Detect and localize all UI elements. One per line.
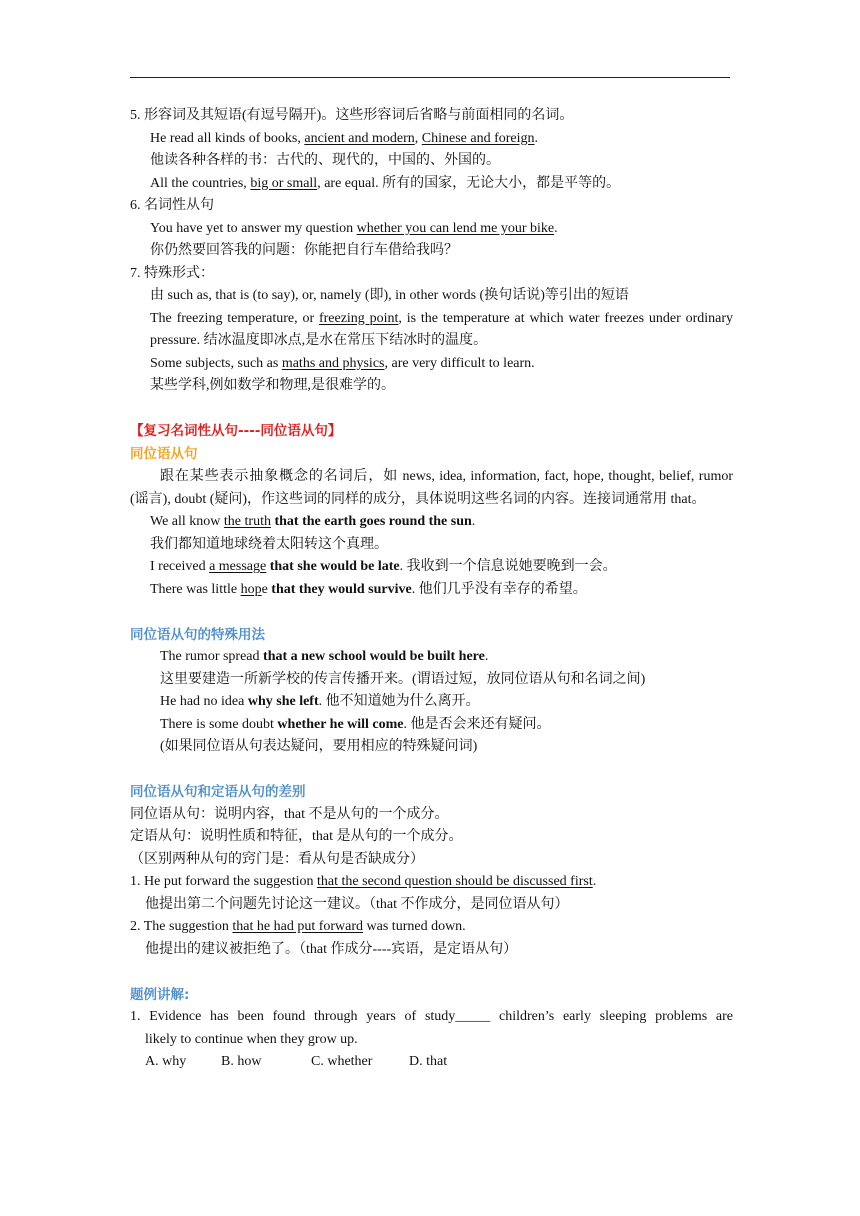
review-subtitle [130, 443, 733, 467]
diff-example-1-translation: 他提出第二个问题先讨论这一建议。（that 不作成分，是同位语从句） [145, 896, 569, 912]
underlined-text: Chinese and foreign [421, 130, 535, 146]
s7-example-1 [130, 308, 733, 353]
text: The freezing temperature, or [150, 310, 319, 326]
underlined-text: maths and physics [281, 355, 385, 371]
review-example-1 [130, 511, 733, 534]
bold-text: why she left [247, 694, 319, 709]
text: . 他是否会来还有疑问。 [403, 716, 551, 732]
spacer [130, 601, 733, 624]
text: , [414, 130, 422, 146]
diff-line-1: 同位语从句：说明内容，that 不是从句的一个成分。 [130, 806, 449, 822]
s7-example-2 [130, 353, 733, 376]
text: He had no idea [160, 694, 248, 709]
bold-text: whether he will come [277, 716, 404, 732]
bold-text: that a new school would be built here [263, 649, 485, 664]
bold-text: that the earth goes round the sun [274, 514, 472, 529]
text: was turned down. [363, 919, 466, 934]
text: I received [150, 559, 210, 574]
special-line-2: 这里要建造一所新学校的传言传播开来。(谓语过短，放同位语从句和名词之间) [160, 671, 646, 687]
question-1-options [130, 1051, 733, 1074]
option-c: C. whether [311, 1054, 373, 1069]
special-line-3 [130, 691, 733, 714]
text: 2. The suggestion [130, 919, 233, 934]
text: e [261, 581, 272, 597]
document-body [130, 105, 733, 1074]
review-example-1-translation: 我们都知道地球绕着太阳转这个真理。 [150, 536, 388, 552]
s6-heading: 6. 名词性从句 [130, 198, 214, 213]
option-b: B. how [221, 1054, 262, 1069]
text: 1. He put forward the suggestion [130, 874, 318, 889]
text: . 我收到一个信息说她要晚到一会。 [399, 559, 617, 574]
diff-title: 同位语从句和定语从句的差别 [130, 784, 306, 800]
text: You have yet to answer my question [150, 220, 357, 236]
text: . 他们几乎没有幸存的希望。 [411, 581, 587, 597]
review-example-2 [130, 556, 733, 579]
text: , are equal. 所有的国家，无论大小，都是平等的。 [317, 175, 621, 191]
examples-title: 题例讲解: [130, 986, 190, 1003]
s5-heading: 5. 形容词及其短语(有逗号隔开)。这些形容词后省略与前面相同的名词。 [130, 108, 574, 123]
text: . [554, 220, 558, 236]
text: We all know [150, 514, 224, 529]
underlined-text: the truth [223, 514, 271, 529]
special-line-4 [130, 714, 733, 737]
s6-example-translation: 你仍然要回答我的问题：你能把自行车借给我吗？ [150, 243, 458, 258]
text: There is some doubt [160, 716, 278, 732]
text: , are very difficult to learn. [384, 355, 535, 371]
spacer [130, 398, 733, 421]
diff-line-2: 定语从句：说明性质和特征，that 是从句的一个成分。 [130, 829, 463, 844]
option-a: A. why [145, 1054, 187, 1069]
review-title: 【复习名词性从句----同位语从句】 [130, 423, 342, 439]
text: All the countries, [150, 175, 251, 191]
spacer [130, 759, 733, 782]
review-paragraph: 跟在某些表示抽象概念的名词后，如 news, idea, information, fact, hope, thought, belief, rumor (谣言), doubt (疑问)，作这些词的同样的成分，具体说明这些名词的内容。连接词通常用 that。 [130, 469, 733, 507]
bold-text: that they would survive [271, 581, 412, 597]
underlined-text: that he had put forward [232, 919, 364, 934]
bold-text: that she would be late [269, 559, 400, 574]
underlined-text: big or small [250, 175, 318, 191]
underlined-text: whether you can lend me your bike [356, 220, 555, 236]
s7-heading: 7. 特殊形式： [130, 265, 214, 281]
special-line-1 [130, 646, 733, 669]
text: The rumor spread [160, 649, 264, 664]
text: . [484, 649, 489, 664]
text: There was little [150, 581, 241, 597]
s5-example-1-translation: 他读各种各样的书：古代的、现代的，中国的、外国的。 [150, 153, 500, 168]
question-1-line-2: likely to continue when they grow up. [145, 1031, 358, 1047]
header-rule [130, 77, 730, 78]
special-title: 同位语从句的特殊用法 [130, 626, 265, 643]
underlined-text: that the second question should be discussed first [317, 874, 593, 889]
subtitle-text: 同位语从句 [130, 445, 198, 462]
underlined-text: freezing point [318, 310, 399, 326]
underlined-text: ancient and modern [304, 130, 415, 146]
text: . [471, 514, 476, 529]
s7-intro: 由 such as, that is (to say), or, namely (即), in other words (换句话说)等引出的短语 [150, 288, 629, 303]
text: . [592, 874, 597, 889]
underlined-text: hop [240, 581, 262, 597]
text: , is the temperature at which water freezes under ordinary pressure. 结冰温度即冰点,是水在常压下结冰时的温度。 [150, 310, 733, 348]
text: . [534, 130, 539, 146]
s5-example-1 [130, 128, 733, 151]
spacer [130, 961, 733, 984]
diff-example-2 [130, 916, 733, 939]
special-line-5: (如果同位语从句表达疑问，要用相应的特殊疑问词) [160, 739, 478, 754]
underlined-text: a message [209, 559, 267, 574]
question-1-line-1: 1. Evidence has been found through years of study_____ children’s early sleeping problems are [130, 1009, 733, 1024]
diff-example-1 [130, 871, 733, 894]
review-example-3 [130, 579, 733, 602]
s5-example-2 [130, 173, 733, 196]
text: . 他不知道她为什么离开。 [318, 694, 480, 709]
diff-line-3: （区别两种从句的窍门是：看从句是否缺成分） [130, 851, 424, 867]
diff-example-2-translation: 他提出的建议被拒绝了。（that 作成分----宾语，是定语从句） [145, 941, 518, 957]
s7-example-2-translation: 某些学科,例如数学和物理,是很难学的。 [150, 378, 395, 393]
text: Some subjects, such as [150, 355, 282, 371]
option-d: D. that [409, 1054, 448, 1069]
s6-example [130, 218, 733, 241]
text: He read all kinds of books, [150, 130, 305, 146]
